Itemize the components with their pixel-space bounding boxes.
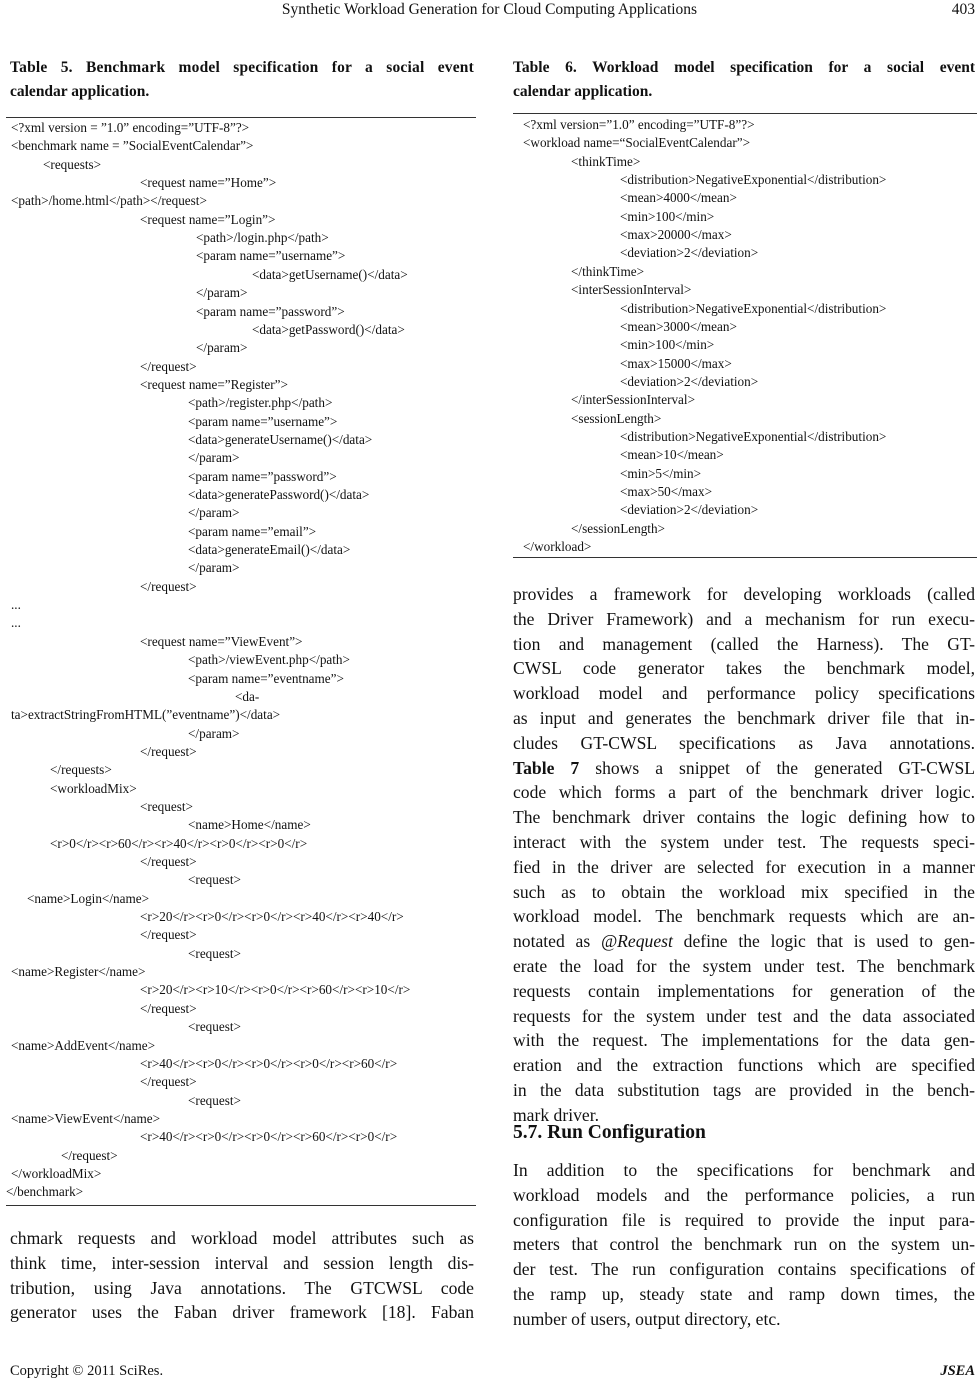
text-line: eration and the extraction functions which are specified xyxy=(513,1055,975,1076)
code-line: </param> xyxy=(188,560,240,576)
code-line: </request> xyxy=(61,1147,118,1163)
code-line: <deviation>2</deviation> xyxy=(620,373,759,389)
code-line: <param name=”username”> xyxy=(188,413,338,429)
table6-caption xyxy=(513,56,975,104)
code-line: <workload name=“SocialEventCalendar”> xyxy=(523,135,751,151)
code-line: </benchmark> xyxy=(6,1184,84,1200)
code-line: </request> xyxy=(140,578,197,594)
code-line: <data>getPassword()</data> xyxy=(252,321,405,337)
text-line: the ramp up, steady state and ramp down times, the xyxy=(513,1283,975,1304)
text-line: as input and generates the benchmark driver file that in- xyxy=(513,707,975,728)
text-line: fied in the driver are selected for execution in a manner xyxy=(513,856,975,877)
code-line: <param name=”password”> xyxy=(188,468,337,484)
code-line: <mean>4000</mean> xyxy=(620,190,737,206)
footer-journal: JSEA xyxy=(940,1363,975,1379)
code-line: <?xml version = ”1.0” encoding=”UTF-8”?> xyxy=(11,120,250,135)
code-line: <distribution>NegativeExponential</distribution> xyxy=(620,428,887,444)
text-line: der test. The run configuration contains specifications of xyxy=(513,1259,975,1280)
code-line: </request> xyxy=(140,854,197,869)
code-line: <request> xyxy=(188,945,241,961)
code-line: </workloadMix> xyxy=(11,1165,102,1181)
text-line: notated as @Request define the logic that is used to gen- xyxy=(513,931,975,952)
code-line: <name>Register</name> xyxy=(11,964,146,980)
text-line: requests for the system under test and the data associated xyxy=(513,1005,975,1026)
code-line: <request name=”Home”> xyxy=(140,175,277,191)
code-line: <mean>10</mean> xyxy=(620,447,724,463)
code-line: <r>40</r><r>0</r><r>0</r><r>0</r><r>60</r> xyxy=(140,1055,398,1071)
code-line: <da- xyxy=(235,688,260,704)
running-header-title: Synthetic Workload Generation for Cloud Computing Applications xyxy=(281,1,698,18)
code-line: <request> xyxy=(188,1092,241,1108)
code-line: </request> xyxy=(140,743,197,759)
table5-code-block xyxy=(6,117,476,1206)
code-line: <request> xyxy=(188,872,241,888)
code-line: <path>/register.php</path> xyxy=(188,395,333,411)
text-line: workload model. The benchmark requests which are an- xyxy=(513,906,975,927)
code-line: <min>100</min> xyxy=(620,337,715,353)
code-line: <r>40</r><r>0</r><r>0</r><r>60</r><r>0</r> xyxy=(140,1129,398,1145)
code-line: <name>Login</name> xyxy=(27,890,150,906)
code-line: <benchmark name = ”SocialEventCalendar”> xyxy=(11,138,254,154)
code-line: <sessionLength> xyxy=(571,410,662,426)
text-line: configuration file is required to provide the input para- xyxy=(513,1209,975,1230)
code-line: <r>0</r><r>60</r><r>40</r><r>0</r><r>0</r> xyxy=(50,835,308,851)
code-line: </workload> xyxy=(523,539,592,555)
code-line: </param> xyxy=(196,285,248,301)
code-line: </param> xyxy=(188,450,240,466)
code-line: <requests> xyxy=(43,156,102,172)
code-line: <r>20</r><r>0</r><r>0</r><r>40</r><r>40</r> xyxy=(140,909,404,925)
table5-caption xyxy=(10,56,474,104)
code-line: <name>AddEvent</name> xyxy=(11,1037,156,1053)
code-line: <min>100</min> xyxy=(620,208,715,224)
section-paragraph xyxy=(513,1158,975,1332)
code-line: <request name=”ViewEvent”> xyxy=(140,633,303,649)
code-line: </sessionLength> xyxy=(571,520,665,536)
code-line: <request name=”Login”> xyxy=(140,211,276,227)
text-line: with the request. The implementations for the data gen- xyxy=(513,1030,975,1051)
text-line: generator uses the Faban driver framework [18]. Faban xyxy=(10,1302,474,1323)
code-line: <param name=”username”> xyxy=(196,248,346,264)
code-line: </requests> xyxy=(50,762,112,778)
code-line: <workloadMix> xyxy=(50,780,137,796)
code-line: <distribution>NegativeExponential</distribution> xyxy=(620,172,887,188)
code-line: <mean>3000</mean> xyxy=(620,318,737,334)
code-line: <max>20000</max> xyxy=(620,227,732,243)
text-line: tribution, using Java annotations. The GTCWSL code xyxy=(10,1277,474,1298)
code-line: <data>generatePassword()</data> xyxy=(188,487,370,502)
text-line: erate the load for the system under test. The benchmark xyxy=(513,955,975,976)
footer-copyright: Copyright © 2011 SciRes. xyxy=(10,1363,164,1379)
table5-caption-line: Table 5. Benchmark model specification for a social event xyxy=(10,59,474,76)
code-line: </request> xyxy=(140,358,197,374)
annotation-reference: @Request xyxy=(600,931,673,952)
text-line: CWSL code generator takes the benchmark model, xyxy=(513,658,975,679)
code-line: <deviation>2</deviation> xyxy=(620,245,759,261)
code-line: <data>generateUsername()</data> xyxy=(188,431,373,447)
code-line: <distribution>NegativeExponential</distribution> xyxy=(620,300,887,316)
text-line: requests contain implementations for generation of the xyxy=(513,980,975,1001)
code-line: <interSessionInterval> xyxy=(571,282,692,298)
text-line: In addition to the specifications for benchmark and xyxy=(513,1160,975,1180)
running-header xyxy=(0,0,979,24)
section-heading: 5.7. Run Configuration xyxy=(513,1122,706,1143)
code-line: <deviation>2</deviation> xyxy=(620,502,759,518)
code-line: </request> xyxy=(140,927,197,943)
right-column-paragraph xyxy=(513,582,975,1128)
code-line: <path>/viewEvent.php</path> xyxy=(188,652,350,668)
text-line: workload models and the performance policies, a run xyxy=(513,1184,975,1205)
code-line: ... xyxy=(11,615,21,631)
code-line: <data>generateEmail()</data> xyxy=(188,542,351,558)
code-line: <param name=”password”> xyxy=(196,303,345,319)
text-line: meters that control the benchmark run on the system un- xyxy=(513,1234,975,1255)
code-line: <data>getUsername()</data> xyxy=(252,266,408,282)
code-line: </interSessionInterval> xyxy=(571,392,696,408)
table6-caption-line: Table 6. Workload model specification for a social event xyxy=(513,59,975,76)
code-line: <r>20</r><r>10</r><r>0</r><r>60</r><r>10</r> xyxy=(140,982,411,998)
text-line: mark driver. xyxy=(513,1104,599,1125)
code-line: <name>Home</name> xyxy=(188,817,311,833)
left-column-paragraph xyxy=(10,1226,474,1325)
code-line: ta>extractStringFromHTML(”eventname”)</data> xyxy=(11,707,281,723)
table6-caption-line: calendar application. xyxy=(513,83,653,100)
code-line: </param> xyxy=(188,725,240,741)
text-line: Table 7 shows a snippet of the generated GT-CWSL xyxy=(513,757,976,778)
text-line: chmark requests and workload model attributes such as xyxy=(10,1228,474,1248)
code-line: <max>50</max> xyxy=(620,484,713,499)
code-line: <request name=”Register”> xyxy=(140,376,288,392)
code-line: <request> xyxy=(188,1019,241,1035)
code-line: <max>15000</max> xyxy=(620,355,732,371)
code-line: </param> xyxy=(188,505,240,521)
text-line: number of users, output directory, etc. xyxy=(513,1308,781,1329)
text-line: tion and management (called the Harness). The GT- xyxy=(513,633,975,654)
code-line: <request> xyxy=(140,798,193,814)
code-line: <name>ViewEvent</name> xyxy=(11,1110,161,1126)
code-line: <path>/login.php</path> xyxy=(196,230,329,246)
code-line: <path>/home.html</path></request> xyxy=(11,193,207,209)
table5-caption-line: calendar application. xyxy=(10,83,150,100)
code-line: <param name=”email”> xyxy=(188,523,317,539)
code-line: </param> xyxy=(196,340,248,356)
code-line: <min>5</min> xyxy=(620,465,702,481)
text-line: interact with the system under test. The requests speci- xyxy=(513,831,975,852)
text-line: workload model and performance policy specifications xyxy=(513,683,975,704)
table6-code-block xyxy=(513,113,977,558)
text-line: the Driver Framework) and a mechanism for run execu- xyxy=(513,608,975,629)
text-line: The benchmark driver contains the logic defining how to xyxy=(513,807,975,828)
text-line: such as to obtain the workload mix specified in the xyxy=(513,881,975,902)
code-line: <?xml version=”1.0” encoding=”UTF-8”?> xyxy=(523,117,755,132)
text-line: think time, inter-session interval and session length dis- xyxy=(10,1252,474,1273)
table-reference: Table 7 xyxy=(513,757,580,778)
text-line: provides a framework for developing workloads (called xyxy=(513,584,975,604)
code-line: ... xyxy=(11,597,21,613)
text-line: code which forms a part of the benchmark driver logic. xyxy=(513,782,975,803)
page-number: 403 xyxy=(951,1,975,18)
text-line: cludes GT-CWSL specifications as Java annotations. xyxy=(513,732,975,753)
code-line: </request> xyxy=(140,1074,197,1090)
code-line: <thinkTime> xyxy=(571,153,641,169)
code-line: </thinkTime> xyxy=(571,263,645,279)
text-line: in the data substitution tags are provided in the bench- xyxy=(513,1079,975,1100)
code-line: <param name=”eventname”> xyxy=(188,670,344,686)
code-line: </request> xyxy=(140,1000,197,1016)
